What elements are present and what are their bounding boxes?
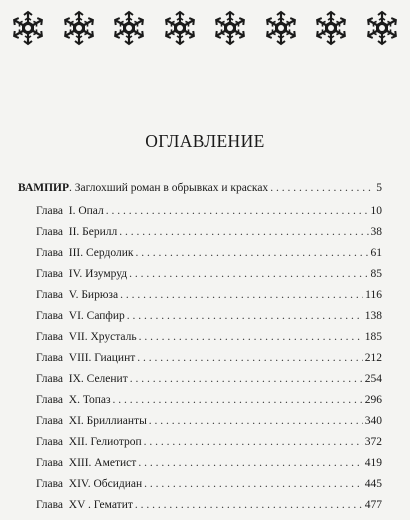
toc-entry[interactable] [36,478,382,499]
toc-entry-label: Глава XIV. Обсидиан [36,478,143,490]
snowflake-ornament-icon [10,10,46,46]
toc-main-entry[interactable] [18,182,382,194]
toc-entry-page: 85 [370,268,382,280]
snowflake-ornament-icon [111,10,147,46]
leader-dots [135,247,368,259]
toc-entry[interactable] [36,310,382,331]
toc-entry[interactable] [36,457,382,478]
toc-entry-page: 61 [370,247,382,259]
toc-entry-label: Глава IV. Изумруд [36,268,128,280]
toc-entry-page: 10 [370,205,382,217]
toc-entry[interactable] [36,247,382,268]
leader-dots [106,205,369,217]
toc-entry-label: Глава VIII. Гиацинт [36,352,136,364]
toc-entry-label: Глава VI. Сапфир [36,310,125,322]
toc-entry-label: Глава X. Топаз [36,394,111,406]
ornament-border [10,10,400,46]
toc-entry[interactable] [36,268,382,289]
leader-dots [270,182,374,194]
toc-entry-page: 38 [370,226,382,238]
toc-main-page: 5 [376,182,382,194]
leader-dots [129,268,368,280]
toc-entry[interactable] [36,226,382,247]
toc-entry[interactable] [36,331,382,352]
leader-dots [139,331,363,343]
toc-entry-label: Глава XIII. Аметист [36,457,137,469]
toc-entry[interactable] [36,352,382,373]
toc-entry-page: 372 [364,436,382,448]
toc-entry-page: 340 [364,415,382,427]
toc-entry[interactable] [36,205,382,226]
snowflake-ornament-icon [162,10,198,46]
toc-entry-label: Глава I. Опал [36,205,104,217]
leader-dots [144,436,363,448]
leader-dots [135,499,363,511]
toc-main-subtitle: . Заглохший роман в обрывках и красках [69,182,269,194]
toc-entry-label: Глава VII. Хрусталь [36,331,137,343]
leader-dots [137,352,362,364]
toc-entry-page: 212 [364,352,382,364]
page-title: ОГЛАВЛЕНИЕ [145,131,265,151]
toc-entry-label: Глава XV . Гематит [36,499,133,511]
toc-entry-page: 185 [364,331,382,343]
toc-entry-label: Глава XI. Бриллианты [36,415,147,427]
toc-main-title: ВАМПИР [18,182,70,194]
toc-entry-label: Глава IX. Селенит [36,373,128,385]
toc-entry-label: Глава XII. Гелиотроп [36,436,142,448]
toc-entry-page: 445 [364,478,382,490]
toc-entry-page: 419 [364,457,382,469]
toc-entry-page: 138 [364,310,382,322]
toc-entry[interactable] [36,415,382,436]
snowflake-ornament-icon [313,10,349,46]
snowflake-ornament-icon [263,10,299,46]
toc-entry[interactable] [36,499,382,520]
snowflake-ornament-icon [212,10,248,46]
leader-dots [120,289,363,301]
toc-entry[interactable] [36,289,382,310]
toc-entry-label: Глава II. Берилл [36,226,118,238]
leader-dots [127,310,363,322]
toc-chapter-list [36,205,382,520]
toc-entry-label: Глава III. Сердолик [36,247,134,259]
leader-dots [144,478,363,490]
leader-dots [149,415,363,427]
leader-dots [119,226,368,238]
toc-entry[interactable] [36,394,382,415]
toc-entry-page: 254 [364,373,382,385]
leader-dots [138,457,362,469]
toc-entry[interactable] [36,373,382,394]
toc-entry-page: 477 [364,499,382,511]
leader-dots [130,373,363,385]
snowflake-ornament-icon [364,10,400,46]
toc-entry-label: Глава V. Бирюза [36,289,119,301]
leader-dots [113,394,363,406]
toc-entry[interactable] [36,436,382,457]
snowflake-ornament-icon [61,10,97,46]
toc-entry-page: 116 [365,289,382,301]
toc-entry-page: 296 [364,394,382,406]
